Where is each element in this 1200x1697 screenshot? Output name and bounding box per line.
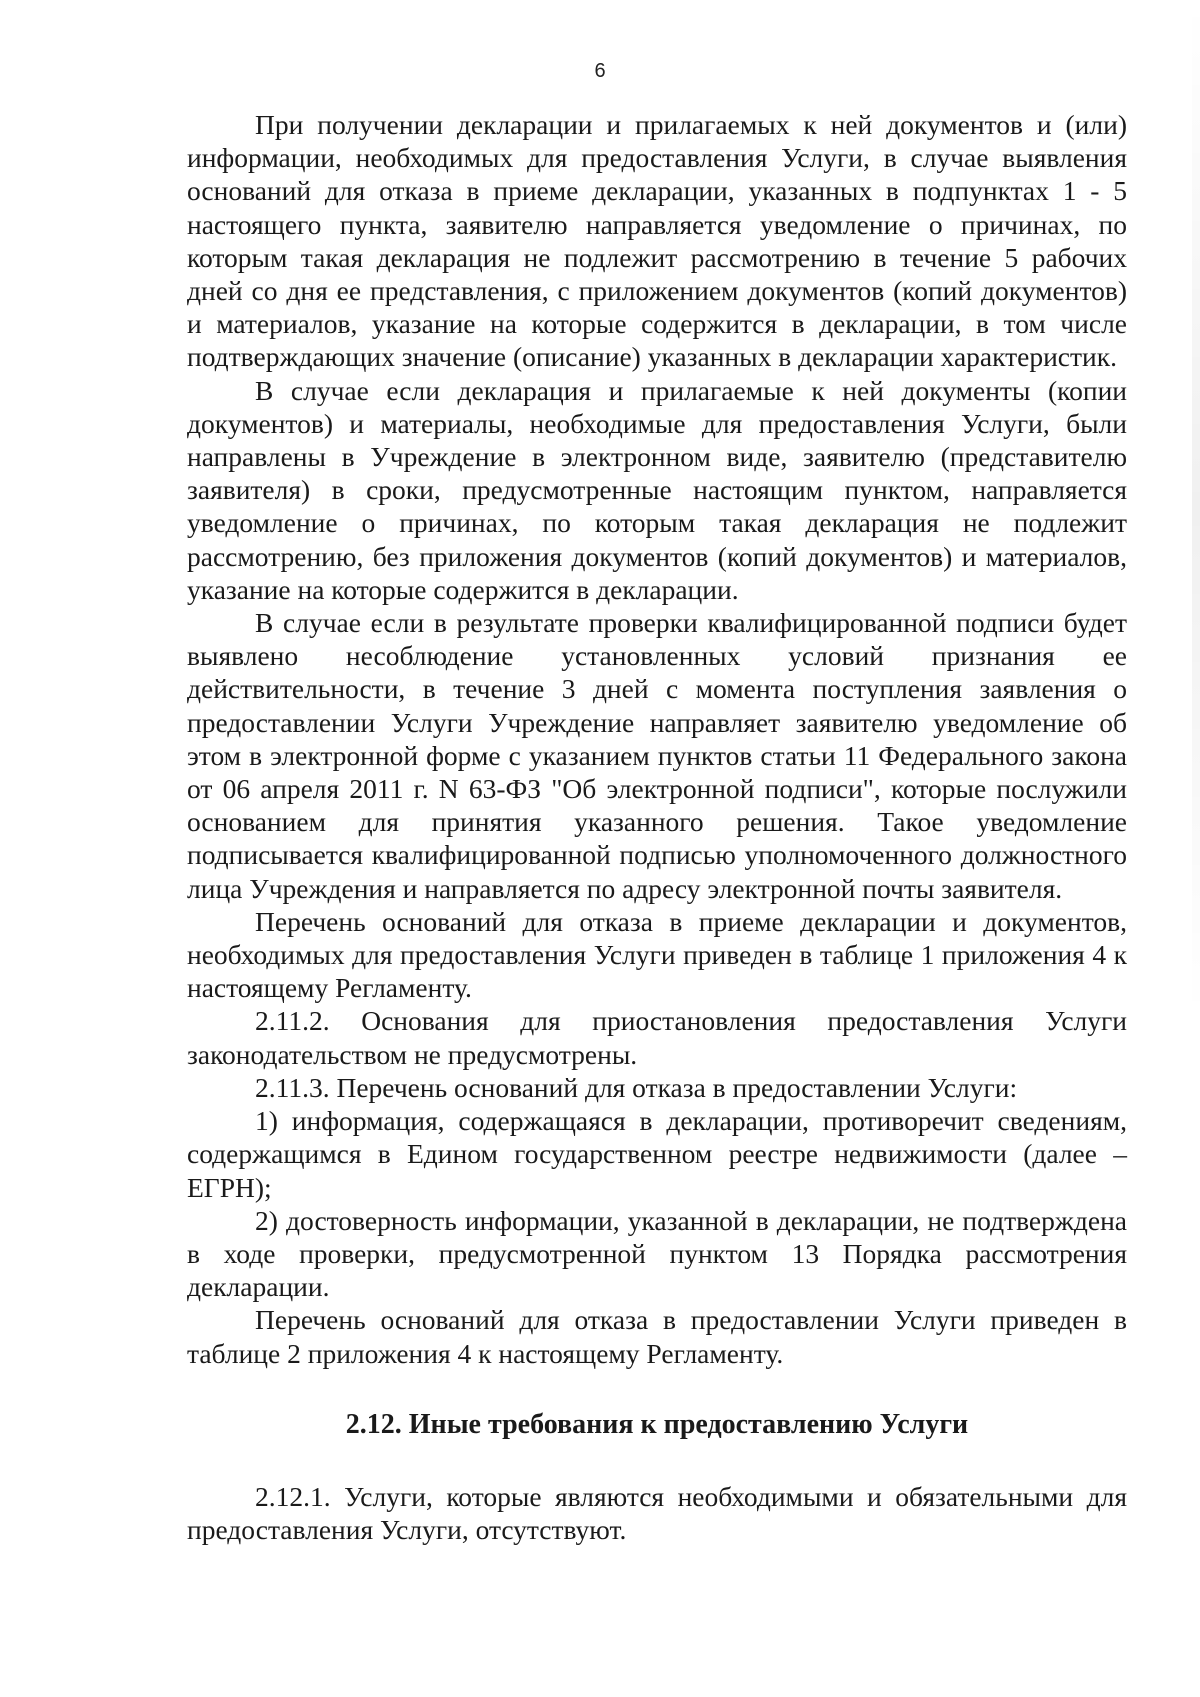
- paragraph-qualified-signature-check: В случае если в результате проверки квалифицированной подписи будет выявлено несоблюдение установленных условий признания ее действительности, в течение 3 дней с момента поступления заявления о предоставлении Услуги Учреждение направляет заявителю уведомление об этом в электронной форме с указанием пунктов статьи 11 Федерального закона от 06 апреля 2011 г. N 63-ФЗ "Об электронной подписи", которые послужили основанием для принятия указанного решения. Такое уведомление подписывается квалифицированной подписью уполномоченного должностного лица Учреждения и направляется по адресу электронной почты заявителя.: [187, 607, 1127, 904]
- paragraph-2-11-2: 2.11.2. Основания для приостановления предоставления Услуги законодательством не предусмотрены.: [187, 1005, 1127, 1070]
- paragraph-service-refusal-list: Перечень оснований для отказа в предоставлении Услуги приведен в таблице 2 приложения 4 к настоящему Регламенту.: [187, 1304, 1127, 1369]
- paragraph-electronic-submission: В случае если декларация и прилагаемые к ней документы (копии документов) и материалы, необходимые для предоставления Услуги, были направлены в Учреждение в электронном виде, заявителю (представителю заявителя) в сроки, предусмотренные настоящим пунктом, направляется уведомление о причинах, по которым такая декларация не подлежит рассмотрению, без приложения документов (копий документов) и материалов, указание на которые содержится в декларации.: [187, 374, 1127, 605]
- paragraph-2-11-3: 2.11.3. Перечень оснований для отказа в предоставлении Услуги:: [255, 1071, 1018, 1103]
- paragraph-reception-refusal-list: Перечень оснований для отказа в приеме декларации и документов, необходимых для предоставления Услуги приведен в таблице 1 приложения 4 к настоящему Регламенту.: [187, 905, 1127, 1004]
- paragraph-declaration-rejection-notice: При получении декларации и прилагаемых к ней документов и (или) информации, необходимых для предоставления Услуги, в случае выявления оснований для отказа в приеме декларации, указанных в подпунктах 1 - 5 настоящего пункта, заявителю направляется уведомление о причинах, по которым такая декларация не подлежит рассмотрению в течение 5 рабочих дней со дня ее представления, с приложением документов (копий документов) и материалов, указание на которые содержится в декларации, в том числе подтверждающих значение (описание) указанных в декларации характеристик.: [187, 109, 1127, 373]
- document-body: [187, 108, 1127, 1546]
- scan-edge-shadow: [1192, 0, 1200, 1697]
- section-heading-2-12: 2.12. Иные требования к предоставлению Услуги: [345, 1408, 969, 1440]
- page-number: 6: [594, 60, 606, 82]
- list-item-1: 1) информация, содержащаяся в декларации, противоречит сведениям, содержащимся в Едином государственном реестре недвижимости (далее – ЕГРН);: [187, 1105, 1127, 1203]
- paragraph-2-12-1: 2.12.1. Услуги, которые являются необходимыми и обязательными для предоставления Услуги, отсутствуют.: [187, 1480, 1127, 1545]
- list-item-2: 2) достоверность информации, указанной в декларации, не подтверждена в ходе проверки, предусмотренной пунктом 13 Порядка рассмотрения декларации.: [187, 1204, 1127, 1303]
